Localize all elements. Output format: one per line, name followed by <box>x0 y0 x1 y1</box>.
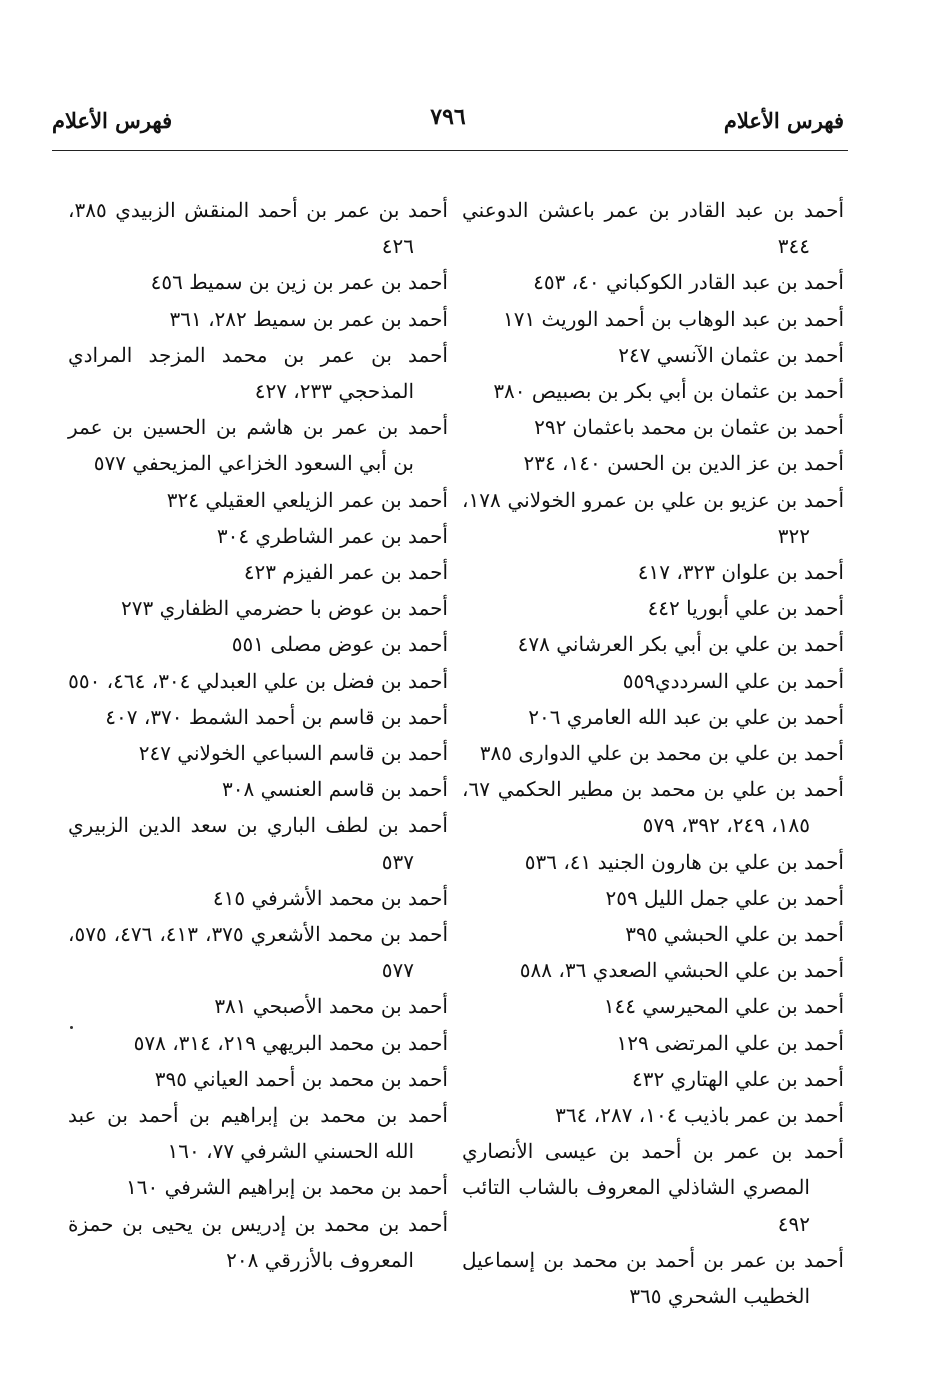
index-entry: أحمد بن علي بن أبي بكر العرشاني ٤٧٨ <box>517 632 844 657</box>
index-entry: أحمد بن علي بن عبد الله العامري ٢٠٦ <box>528 704 844 729</box>
index-entry: أحمد بن عبد الوهاب بن أحمد الوريث ١٧١ <box>502 306 844 331</box>
index-entry: أحمد بن عبد القادر بن عمر باعشن الدوعني ٣٤٤ <box>462 198 844 259</box>
index-entry: أحمد بن عمر الزيلعي العقيلي ٣٢٤ <box>166 487 448 512</box>
index-entry: أحمد بن علي بن محمد بن علي الدوارى ٣٨٥ <box>479 741 844 766</box>
index-entry: أحمد بن محمد الأشرفي ٤١٥ <box>212 885 448 910</box>
index-entry: أحمد بن عوض با حضرمي الظفاري ٢٧٣ <box>121 596 448 621</box>
index-entry: أحمد بن محمد البريهي ٢١٩، ٣١٤، ٥٧٨ <box>133 1030 448 1055</box>
page-number: ٧٩٦ <box>430 104 466 130</box>
left-column <box>68 192 448 1278</box>
index-entry: أحمد بن محمد الأصبحي ٣٨١ <box>214 994 448 1019</box>
index-entry: أحمد بن عمر الفيزم ٤٢٣ <box>243 560 448 585</box>
index-entry: أحمد بن عمر الشاطري ٣٠٤ <box>216 523 448 548</box>
index-entry: أحمد بن لطف الباري بن سعد الدين الزبيري ٥٣٧ <box>68 813 448 874</box>
index-entry: أحمد بن عمر بن سميط ٢٨٢، ٣٦١ <box>169 306 448 331</box>
index-entry: أحمد بن عمر بن هاشم بن الحسين بن عمر بن أبي السعود الخزاعي المزيحفي ٥٧٧ <box>68 415 448 476</box>
index-entry: أحمد بن عمر بن أحمد بن عيسى الأنصاري المصري الشاذلي المعروف بالشاب التائب ٤٩٢ <box>462 1139 844 1236</box>
index-entry: أحمد بن محمد بن إبراهيم الشرفي ١٦٠ <box>126 1175 448 1200</box>
index-entry: أحمد بن عمر بن أحمد المنقش الزبيدي ٣٨٥، ٤٢٦ <box>68 198 448 259</box>
running-title-left: فهرس الأعلام <box>52 108 173 133</box>
index-entry: أحمد بن علي المرتضى ١٢٩ <box>616 1030 844 1055</box>
running-title-right: فهرس الأعلام <box>723 108 844 133</box>
index-entry: أحمد بن علي جمل الليل ٢٥٩ <box>605 885 844 910</box>
index-entry: أحمد بن عثمان بن أبي بكر بن بصبيص ٣٨٠ <box>493 379 844 404</box>
page-header <box>52 104 844 144</box>
index-entry: أحمد بن علي الهتاري ٤٣٢ <box>632 1066 844 1091</box>
index-entry: أحمد بن عوض مصلى ٥٥١ <box>231 632 448 657</box>
index-entry: أحمد بن علوان ٣٢٣، ٤١٧ <box>637 560 844 585</box>
index-entry: أحمد بن عمر بن زين بن سميط ٤٥٦ <box>150 270 448 295</box>
index-entry: أحمد بن علي الحبشي ٣٩٥ <box>625 922 844 947</box>
index-entry: أحمد بن عز الدين بن الحسن ١٤٠، ٢٣٤ <box>523 451 844 476</box>
index-entry: أحمد بن عبد القادر الكوكباني ٤٠، ٤٥٣ <box>533 270 844 295</box>
index-entry: أحمد بن فضل بن علي العبدلي ٣٠٤، ٤٦٤، ٥٥٠ <box>68 668 448 693</box>
index-entry: أحمد بن علي أبوريا ٤٤٢ <box>647 596 844 621</box>
right-column <box>462 192 844 1314</box>
index-entry: أحمد بن عثمان بن محمد باعثمان ٢٩٢ <box>534 415 844 440</box>
index-entry: أحمد بن محمد بن إدريس بن يحيى بن حمزة المعروف بالأزرقي ٢٠٨ <box>68 1211 448 1272</box>
index-entry: أحمد بن علي الحبشي الصعدي ٣٦، ٥٨٨ <box>519 958 844 983</box>
index-entry: أحمد بن عمر بن محمد المزجد المرادي المذحجي ٢٣٣، ٤٢٧ <box>68 342 448 404</box>
stray-mark <box>70 1026 73 1029</box>
index-entry: أحمد بن علي المحيرسي ١٤٤ <box>603 994 844 1019</box>
index-entry: أحمد بن محمد الأشعري ٣٧٥، ٤١٣، ٤٧٦، ٥٧٥، ٥٧٧ <box>68 922 449 983</box>
index-entry: أحمد بن عمر بن أحمد بن محمد بن إسماعيل الخطيب الشحري ٣٦٥ <box>462 1247 844 1309</box>
index-entry: أحمد بن محمد بن إبراهيم بن أحمد بن عبد الله الحسني الشرفي ٧٧، ١٦٠ <box>68 1103 448 1164</box>
index-entry: أحمد بن قاسم العنسي ٣٠٨ <box>221 777 448 802</box>
index-entry: أحمد بن محمد بن أحمد العياني ٣٩٥ <box>154 1066 448 1091</box>
index-entry: أحمد بن عثمان الآنسي ٢٤٧ <box>618 342 844 367</box>
index-entry: أحمد بن علي بن هارون الجنيد ٤١، ٥٣٦ <box>524 849 844 874</box>
index-entry: أحمد بن علي السرددي٥٥٩ <box>622 668 844 693</box>
index-entry: أحمد بن قاسم السباعي الخولاني ٢٤٧ <box>138 741 448 766</box>
index-entry: أحمد بن علي بن محمد بن مطير الحكمي ٦٧، ١٨٥، ٢٤٩، ٣٩٢، ٥٧٩ <box>462 777 844 838</box>
index-entry: أحمد بن عمر باذيب ١٠٤، ٢٨٧، ٣٦٤ <box>555 1103 844 1128</box>
index-entry: أحمد بن عزيو بن علي بن عمرو الخولاني ١٧٨، ٣٢٢ <box>462 487 844 548</box>
index-entry: أحمد بن قاسم بن أحمد الشمط ٣٧٠، ٤٠٧ <box>105 704 448 729</box>
header-rule <box>52 150 848 151</box>
